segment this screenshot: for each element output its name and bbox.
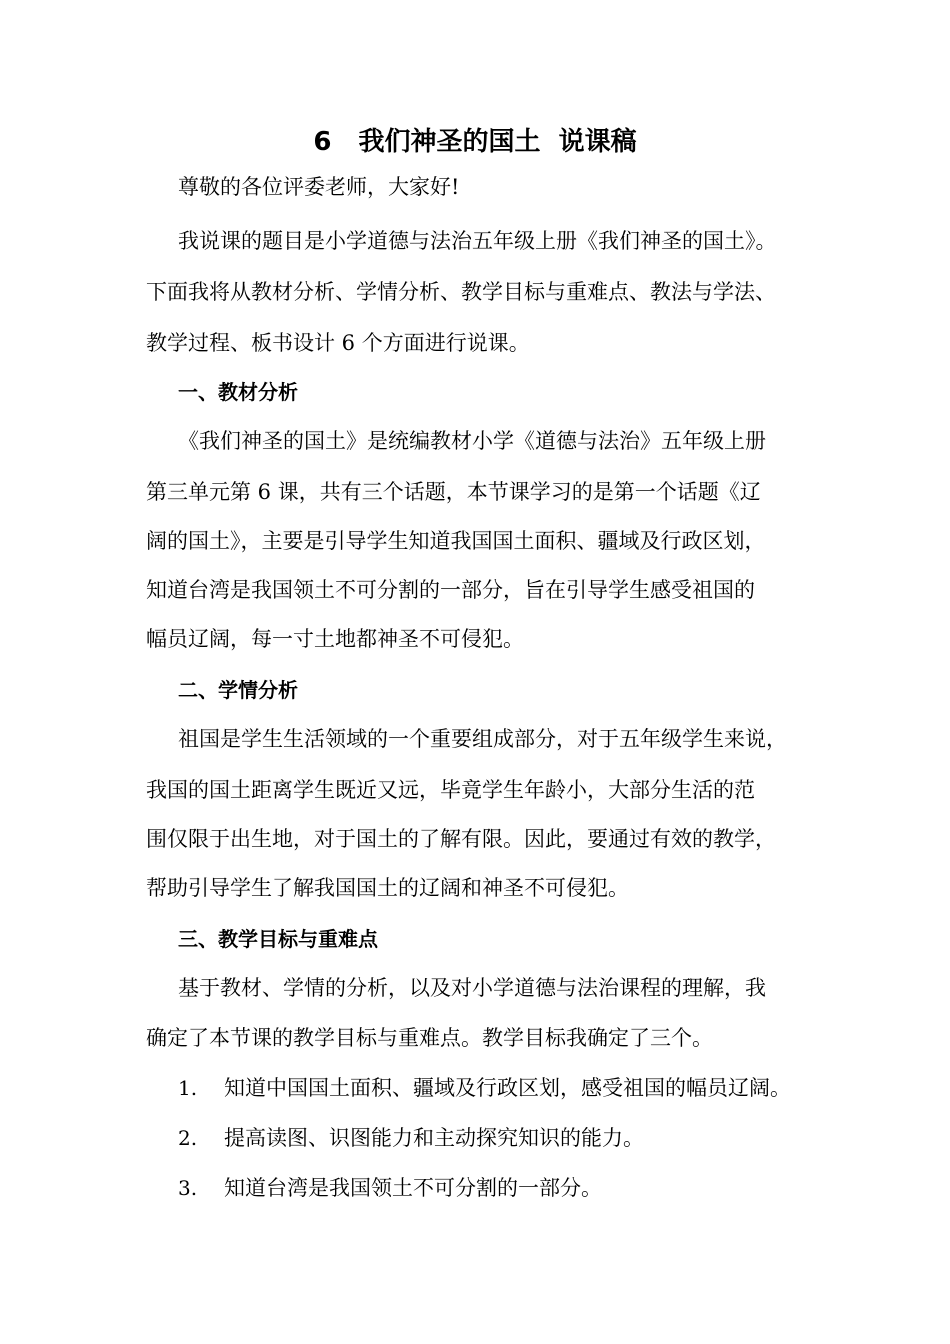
intro-line: 我说课的题目是小学道德与法治五年级上册《我们神圣的国土》。 xyxy=(178,229,777,253)
section2-line: 祖国是学生生活领域的一个重要组成部分，对于五年级学生来说， xyxy=(178,727,787,751)
goal-text: 知道中国国土面积、疆域及行政区划，感受祖国的幅员辽阔。 xyxy=(224,1076,791,1100)
greeting: 尊敬的各位评委老师，大家好! xyxy=(178,175,460,199)
goal-number: 3. xyxy=(178,1176,198,1200)
section-heading-textbook: 一、教材分析 xyxy=(178,380,298,404)
section2-line: 我国的国土距离学生既近又远，毕竟学生年龄小，大部分生活的范 xyxy=(146,778,755,802)
section3-line: 确定了本节课的教学目标与重难点。教学目标我确定了三个。 xyxy=(146,1026,713,1050)
section1-line: 阔的国土》，主要是引导学生知道我国国土面积、疆域及行政区划， xyxy=(146,529,766,553)
section-heading-students: 二、学情分析 xyxy=(178,678,298,702)
section1-line: 《我们神圣的国土》是统编教材小学《道德与法治》五年级上册 xyxy=(178,429,766,453)
goal-text: 提高读图、识图能力和主动探究知识的能力。 xyxy=(224,1126,644,1150)
section2-line: 帮助引导学生了解我国国土的辽阔和神圣不可侵犯。 xyxy=(146,876,629,900)
section3-line: 基于教材、学情的分析，以及对小学道德与法治课程的理解，我 xyxy=(178,976,766,1000)
section1-line: 第三单元第 6 课，共有三个话题，本节课学习的是第一个话题《辽 xyxy=(146,480,761,504)
goal-text: 知道台湾是我国领土不可分割的一部分。 xyxy=(224,1176,602,1200)
section1-line: 知道台湾是我国领土不可分割的一部分，旨在引导学生感受祖国的 xyxy=(146,578,755,602)
intro-line: 教学过程、板书设计 6 个方面进行说课。 xyxy=(146,331,530,355)
document-title: 6 我们神圣的国土 说课稿 xyxy=(313,127,637,157)
section2-line: 围仅限于出生地，对于国土的了解有限。因此，要通过有效的教学， xyxy=(146,827,776,851)
section-heading-goals: 三、教学目标与重难点 xyxy=(178,927,378,951)
section1-line: 幅员辽阔，每一寸土地都神圣不可侵犯。 xyxy=(146,627,524,651)
intro-line: 下面我将从教材分析、学情分析、教学目标与重难点、教法与学法、 xyxy=(146,280,776,304)
goal-number: 2. xyxy=(178,1126,198,1150)
goal-number: 1. xyxy=(178,1076,198,1100)
